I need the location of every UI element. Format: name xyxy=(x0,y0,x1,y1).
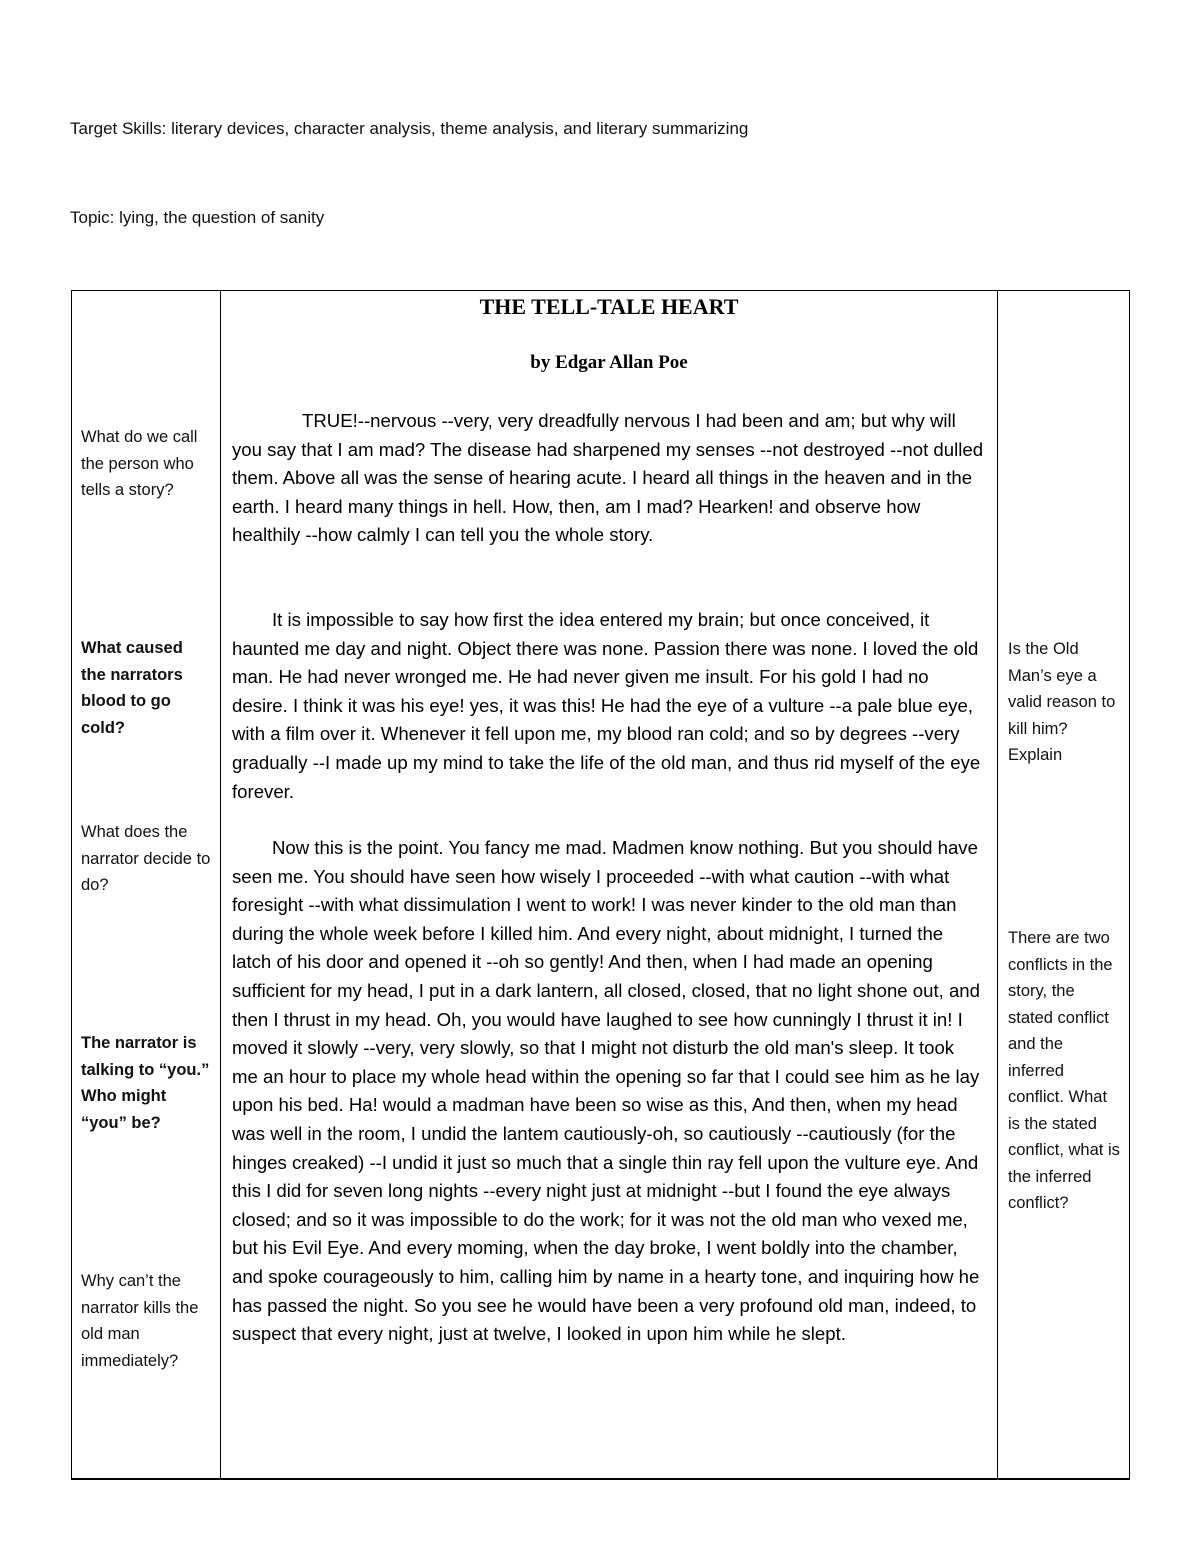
story-paragraph: Now this is the point. You fancy me mad. Madmen know nothing. But you should have seen me. You should have seen how wisely I proceeded --with what caution --with what foresight --with what dissimulation I went to work! I was never kinder to the old man than during the whole week before I killed him. And every night, about midnight, I turned the latch of his door and opened it --oh so gently! And then, when I had made an opening sufficient for my head, I put in a dark lantern, all closed, closed, that no light shone out, and then I thrust in my head. Oh, you would have laughed to see how cunningly I thrust it in! I moved it slowly --very, very slowly, so that I might not disturb the old man's sleep. It took me an hour to place my whole head within the opening so far that I could see him as he lay upon his bed. Ha! would a madman have been so wise as this, And then, when my head was well in the room, I undid the lantem cautiously-oh, so cautiously --cautiously (for the hinges creaked) --I undid it just so much that a single thin ray fell upon the vulture eye. And this I did for seven long nights --every night just at midnight --but I found the eye always closed; and so it was impossible to do the work; for it was not the old man who vexed me, but his Evil Eye. And every moming, when the day broke, I went boldly into the chamber, and spoke courageously to him, calling him by name in a hearty tone, and inquiring how he has passed the night. So you see he would have been a very profound old man, indeed, to suspect that every night, just at twelve, I looked in upon him while he slept. xyxy=(232,837,980,1345)
column-divider-left xyxy=(220,290,221,1479)
story-author: by Edgar Allan Poe xyxy=(530,352,688,373)
target-skills: Target Skills: literary devices, character analysis, theme analysis, and literary summarizing xyxy=(70,119,749,138)
question-why-not-immediately: Why can’t the narrator kills the old man immediately? xyxy=(81,1272,199,1370)
story-paragraph: TRUE!--nervous --very, very dreadfully nervous I had been and am; but why will you say that I am mad? The disease had sharpened my senses --not destroyed --not dulled them. Above all was the sense of hearing acute. I heard all things in the heaven and in the earth. I heard many things in hell. How, then, am I mad? Hearken! and observe how healthily --how calmly I can tell you the whole story. xyxy=(232,410,984,546)
question-who-is-you: The narrator is talking to “you.” Who might “you” be? xyxy=(81,1034,210,1132)
story-paragraph: It is impossible to say how first the idea entered my brain; but once conceived, it haunted me day and night. Object there was none. Passion there was none. I loved the old man. He had never wronged me. He had never given me insult. For his gold I had no desire. I think it was his eye! yes, it was this! He had the eye of a vulture --a pale blue eye, with a film over it. Whenever it fell upon me, my blood ran cold; and so by degrees --very gradually --I made up my mind to take the life of the old man, and thus rid myself of the eye forever. xyxy=(232,609,981,802)
column-divider-right xyxy=(997,290,998,1479)
question-conflicts: There are two conflicts in the story, the stated conflict and the inferred conflict. What is the stated conflict, what is the inferred conflict? xyxy=(1008,929,1120,1212)
topic: Topic: lying, the question of sanity xyxy=(70,208,325,227)
story-title: THE TELL-TALE HEART xyxy=(479,294,739,319)
question-valid-reason: Is the Old Man’s eye a valid reason to kill him? Explain xyxy=(1008,640,1116,764)
question-narrator-decision: What does the narrator decide to do? xyxy=(81,823,211,894)
question-blood-cold: What caused the narrators blood to go cold? xyxy=(81,639,183,737)
question-narrator-term: What do we call the person who tells a story? xyxy=(81,428,198,499)
